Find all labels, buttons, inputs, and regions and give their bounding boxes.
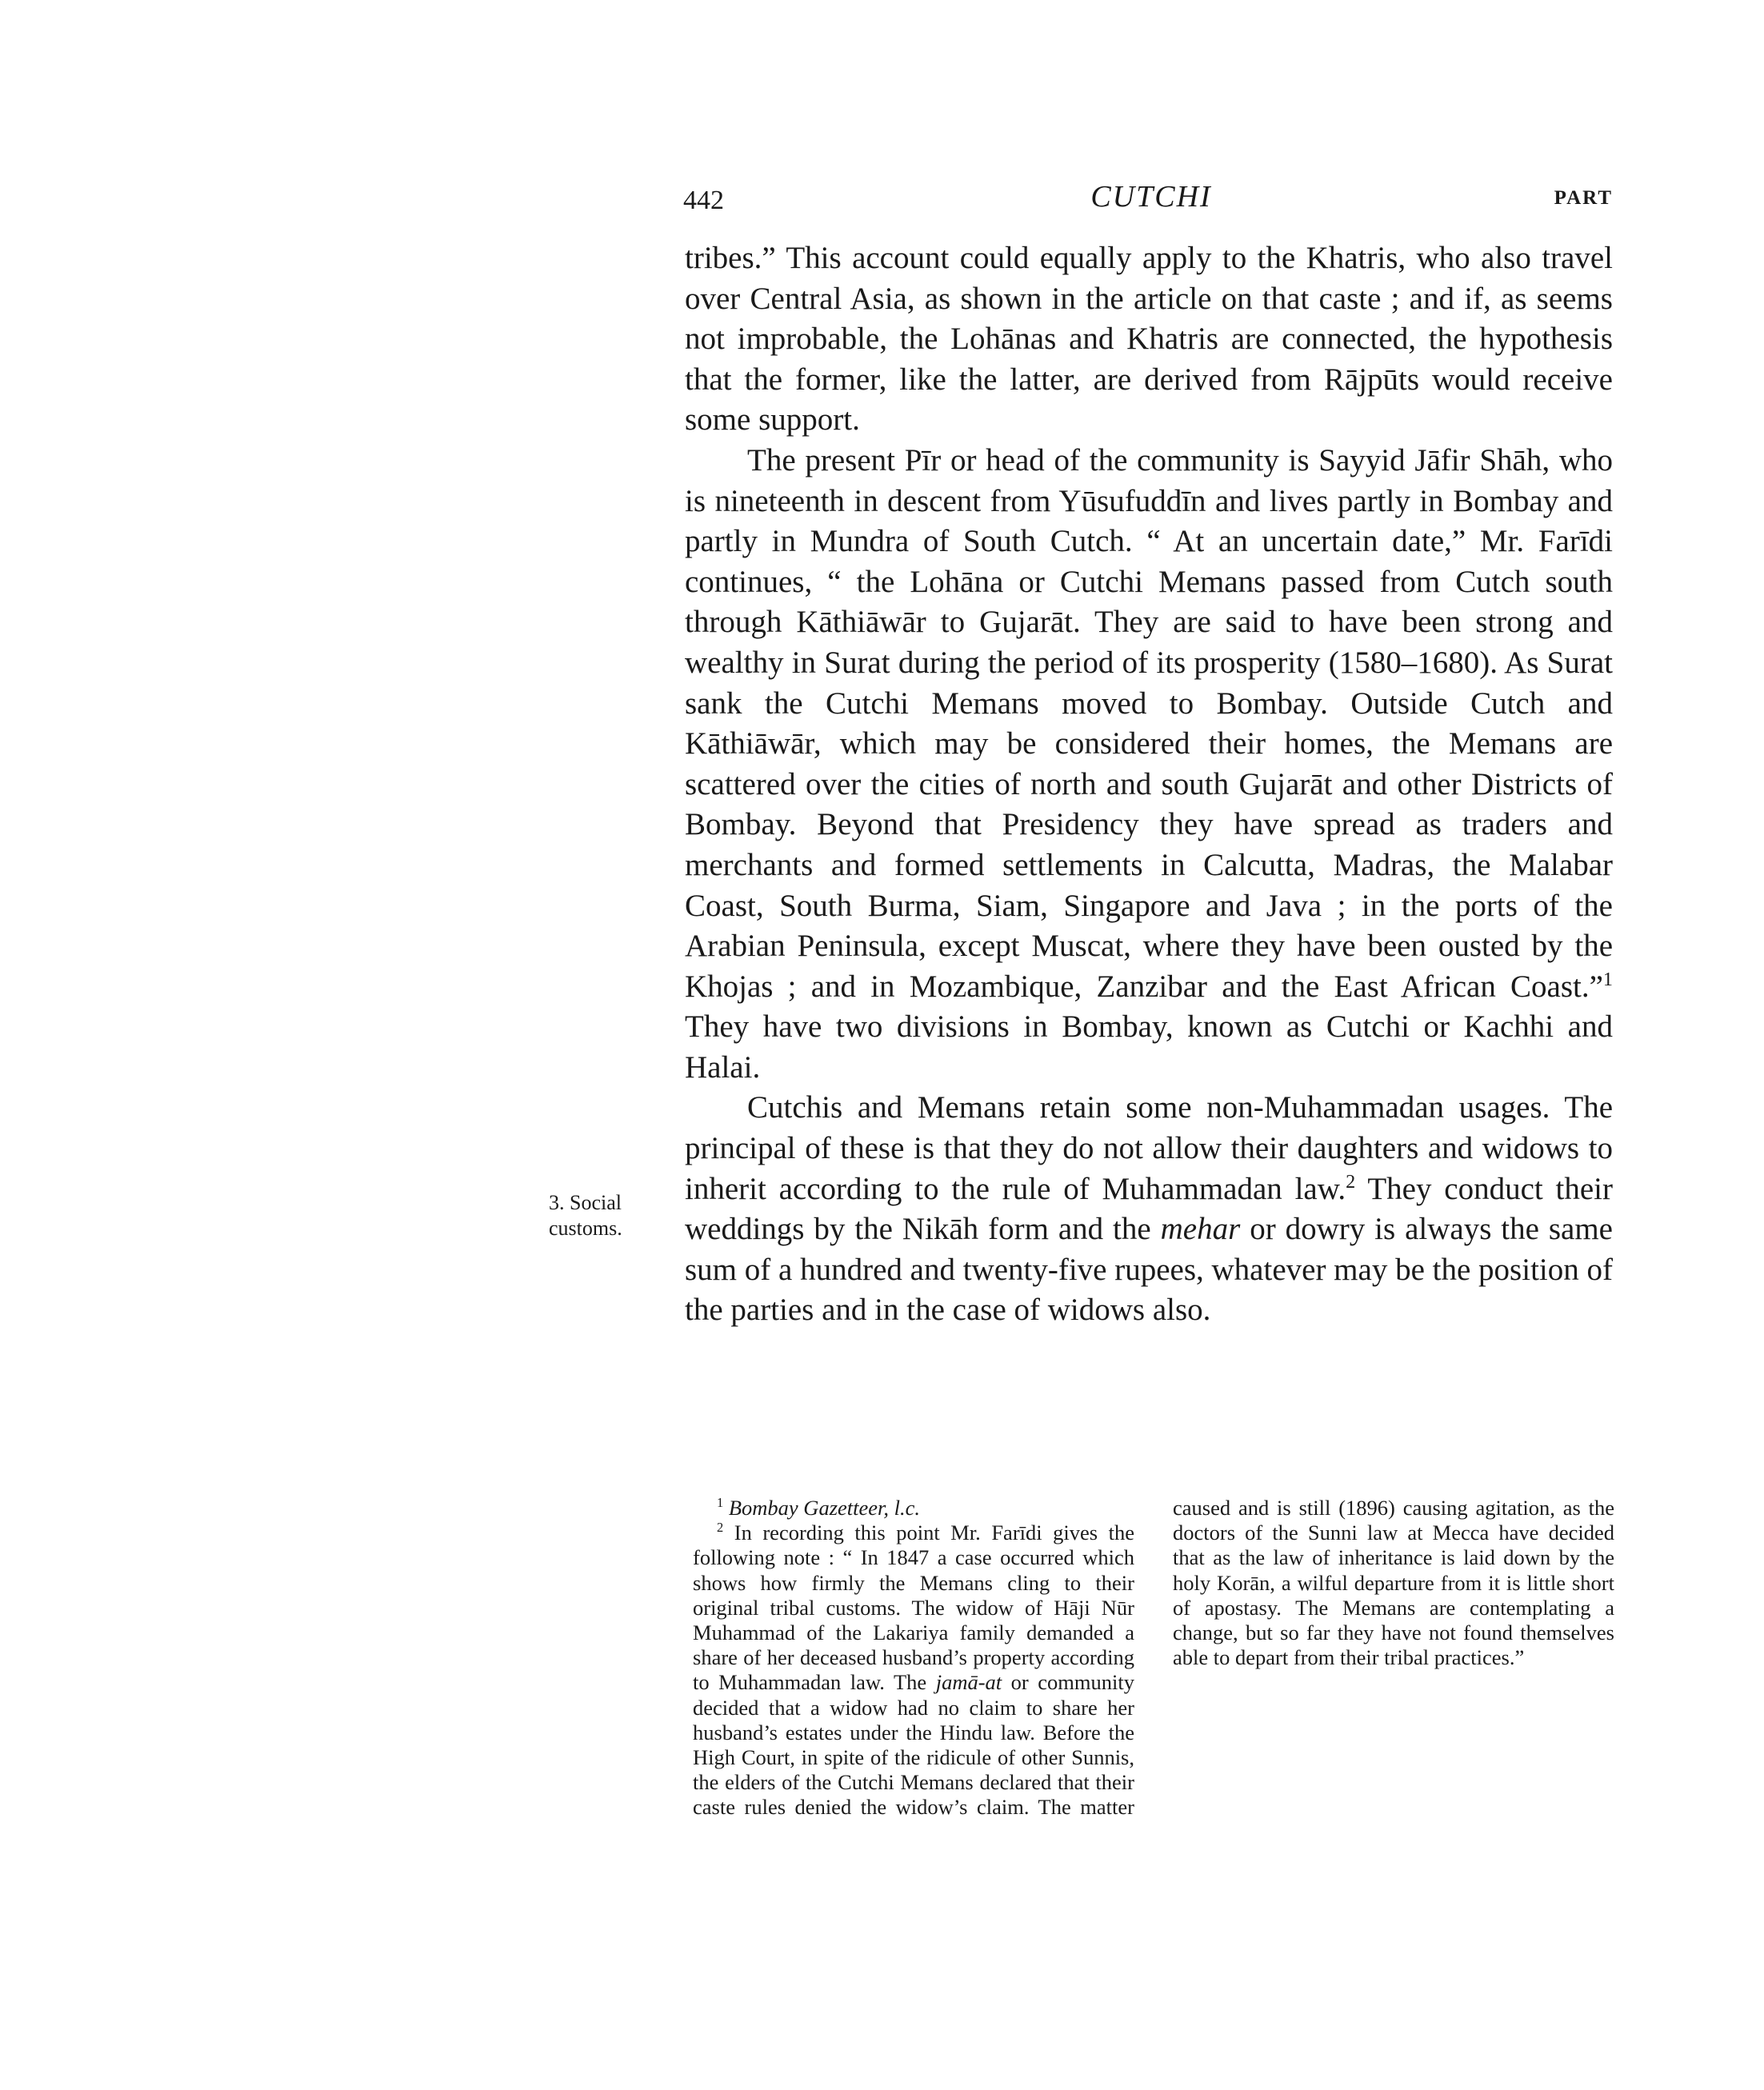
paragraph-text: Cutchis and Memans retain some non-Muhammadan usages. The principal of these is that they do not allow their daughters and widows to inherit according to the rule of Muhammadan law.	[685, 1090, 1613, 1206]
running-title: CUTCHI	[1090, 180, 1212, 214]
body-text	[685, 238, 1613, 1331]
paragraph	[685, 441, 1613, 1089]
marginal-note	[549, 1190, 669, 1241]
footnote-text: In recording this point Mr. Farīdi gives the following note : “ In 1847 a case occurred which shows how firmly the Memans cling to their original tribal customs. The widow of Hāji Nūr Muhammad of the Lakariya family demanded a share of her deceased husband’s property according to Muhammadan law. The	[693, 1521, 1134, 1695]
footnote	[693, 1496, 1614, 1820]
paragraph	[685, 238, 1613, 441]
italic-term: jamā-at	[935, 1670, 1002, 1695]
marginal-note-line: 3. Social	[549, 1191, 622, 1214]
page-number: 442	[683, 186, 724, 215]
paragraph-text: They conduct their weddings by the Nikāh form and the	[685, 1171, 1613, 1247]
footnote-mark: 2	[717, 1520, 724, 1536]
part-label: PART	[1554, 187, 1613, 209]
footnote	[693, 1496, 1134, 1521]
footnote-mark: 1	[717, 1495, 724, 1511]
paragraph-text: The present Pīr or head of the community is Sayyid Jāfir Shāh, who is nineteenth in descent from Yūsufuddīn and lives partly in Bombay and partly in Mundra of South Cutch. “ At an uncertain date,” Mr. Farīdi continues, “ the Lohāna or Cutchi Memans passed from Cutch south through Kāthiāwār to Gujarāt. They are said to have been strong and wealthy in Surat during the period of its prosperity (1580–1680). As Surat sank the Cutchi Memans moved to Bombay. Outside Cutch and Kāthiāwār, which may be considered their homes, the Memans are scattered over the cities of north and south Gujarāt and other Districts of Bombay. Beyond that Presidency they have spread as traders and merchants and formed settlements in Calcutta, Madras, the Malabar Coast, South Burma, Siam, Singapore and Java ; in the ports of the Arabian Peninsula, except Muscat, where they have been ousted by the Khojas ; and in Mozambique, Zanzibar and the East African Coast.”	[685, 442, 1613, 1004]
footnote-text: or community decided that a widow had no claim to share her husband’s estates under the Hindu law. Before the High Court, in spite of the ridicule of other Sunnis, the elders of the Cutchi Memans declared that their caste rules denied the widow’s claim. The matter caused and is still (1896) causing agitation, as the doctors of the Sunni law at Mecca have decided that as the law of inheritance is laid down by the holy Korān, a wilful departure from it is little short of apostasy. The Memans are contemplating a change, but so far they have not found themselves able to depart from their tribal practices.”	[693, 1496, 1614, 1820]
italic-term: mehar	[1160, 1212, 1241, 1247]
paragraph	[685, 1088, 1613, 1331]
footnote-text: Bombay Gazetteer, l.c.	[728, 1496, 921, 1520]
footnote-reference: 1	[1602, 968, 1613, 990]
marginal-note-line: customs.	[549, 1217, 622, 1240]
page-header	[683, 179, 1619, 227]
footnotes	[693, 1496, 1614, 1820]
paragraph-text: They have two divisions in Bombay, known as Cutchi or Kachhi and Halai.	[685, 1009, 1613, 1085]
paragraph-text: or dowry is always the same sum of a hundred and twenty-five rupees, whatever may be the position of the parties and in the case of widows also.	[685, 1212, 1613, 1328]
paragraph-text: tribes.” This account could equally apply to the Khatris, who also travel over Central Asia, as shown in the article on that caste ; and if, as seems not improbable, the Lohānas and Khatris are connected, the hypothesis that the former, like the latter, are derived from Rājpūts would receive some support.	[685, 241, 1613, 438]
footnote-reference: 2	[1346, 1170, 1356, 1193]
